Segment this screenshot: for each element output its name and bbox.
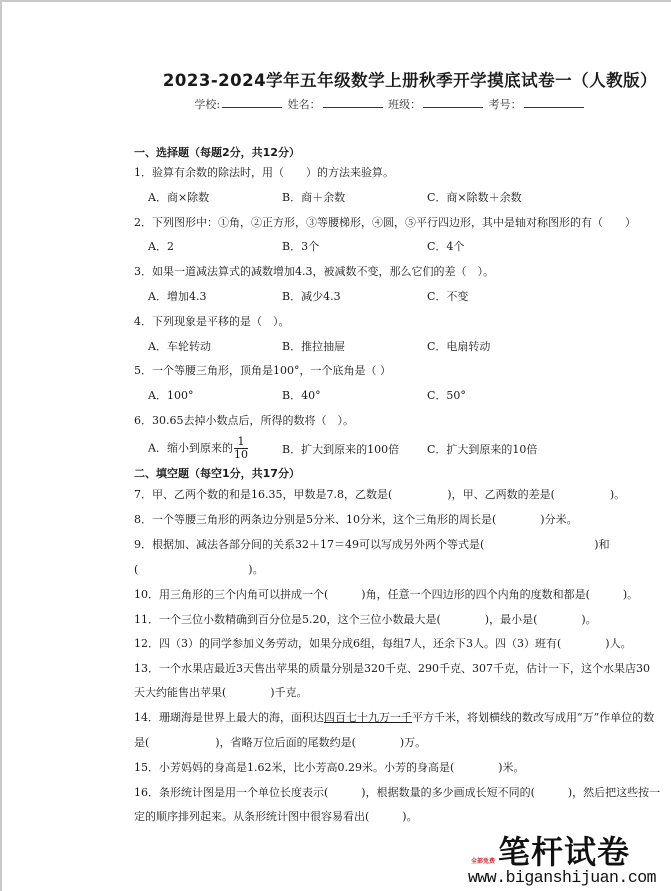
q1-option-b[interactable]: B．商＋余数	[282, 191, 346, 204]
section-heading-choice: 一、选择题（每题2分，共12分）	[134, 146, 300, 159]
q5-option-b[interactable]: B．40°	[282, 389, 321, 402]
exam-title: 2023-2024学年五年级数学上册秋季开学摸底试卷一（人教版）	[162, 71, 658, 90]
name-field[interactable]	[323, 97, 383, 108]
question-14-rest: 平方千米，将划横线的数改写成用“万”作单位的数	[412, 711, 655, 724]
question-11: 11．一个三位小数精确到百分位是5.20，这个三位小数最大是( )，最小是( )。	[134, 613, 597, 626]
q2-option-b[interactable]: B．3个	[282, 240, 320, 253]
question-15: 15．小芳妈妈的身高是1.62米，比小芳高0.29米。小芳的身高是( )米。	[134, 761, 525, 774]
section-heading-fill-in: 二、填空题（每空1分，共17分）	[134, 467, 300, 480]
q2-option-a[interactable]: A．2	[148, 240, 174, 253]
exam-number-field[interactable]	[524, 97, 584, 108]
question-16-continued: 定的顺序排列起来。从条形统计图中很容易看出( )。	[134, 810, 418, 823]
q4-option-a[interactable]: A．车轮转动	[148, 340, 211, 353]
class-label: 班级：	[388, 98, 422, 111]
question-6: 6．30.65去掉小数点后，所得的数将（ ）。	[134, 414, 354, 427]
question-12: 12．四（3）的同学参加义务劳动，如果分成6组，每组7人，还余下3人。四（3）班有( )人。	[134, 637, 632, 650]
question-16: 16．条形统计图是用一个单位长度表示( )，根据数量的多少画成长短不同的( )，然后把这些按一	[134, 786, 661, 799]
q1-option-a[interactable]: A．商×除数	[148, 191, 210, 204]
q2-option-c[interactable]: C．4个	[427, 240, 465, 253]
school-field[interactable]	[222, 97, 282, 108]
q6-option-b[interactable]: B．扩大到原来的100倍	[282, 443, 400, 456]
q3-option-c[interactable]: C．不变	[427, 290, 469, 303]
q6-option-a-label: A．缩小到原来的	[148, 441, 233, 455]
page-border-top	[0, 0, 671, 2]
watermark-name: 笔杆试卷	[498, 833, 631, 871]
question-7: 7．甲、乙两个数的和是16.35，甲数是7.8，乙数是( )，甲、乙两数的差是( )。	[134, 488, 626, 501]
q3-option-b[interactable]: B．减少4.3	[282, 290, 341, 303]
q3-option-a[interactable]: A．增加4.3	[148, 290, 207, 303]
fraction-numerator: 1	[234, 436, 248, 449]
question-13: 13．一个水果店最近3天售出苹果的质量分别是320千克、290千克、307千克，估计一下，这个水果店30	[134, 662, 650, 675]
q5-option-c[interactable]: C．50°	[427, 389, 466, 402]
question-8: 8．一个等腰三角形的两条边分别是5分米、10分米，这个三角形的周长是( )分米。	[134, 513, 578, 526]
question-1: 1．验算有余数的除法时，用（ ）的方法来验算。	[134, 166, 394, 179]
student-info-line	[140, 96, 640, 112]
school-label: 学校:	[194, 98, 221, 111]
question-14	[134, 711, 654, 725]
question-3: 3．如果一道减法算式的减数增加4.3，被减数不变，那么它们的差（ ）。	[134, 265, 494, 278]
question-14-continued: 是( )，省略万位后面的尾数约是( )万。	[134, 736, 427, 749]
q6-option-c[interactable]: C．扩大到原来的10倍	[427, 443, 538, 456]
q4-option-b[interactable]: B．推拉抽屉	[282, 340, 346, 353]
name-label: 姓名：	[287, 98, 321, 111]
question-14-lead: 14．珊瑚海是世界上最大的海，面积达	[134, 711, 324, 724]
fraction-one-tenth	[234, 436, 248, 461]
watermark-free-tag: 全部免费	[471, 858, 496, 865]
watermark-logo	[468, 833, 670, 891]
watermark-url: www.biganshijuan.com	[468, 868, 657, 887]
q6-option-a[interactable]	[148, 436, 248, 461]
question-5: 5．一个等腰三角形，顶角是100°，一个底角是（ ）	[134, 364, 391, 377]
question-10: 10．用三角形的三个内角可以拼成一个( )角，任意一个四边形的四个内角的度数和都是( )。	[134, 588, 639, 601]
question-14-underlined-number: 四百七十九万一千	[324, 711, 412, 724]
exam-number-label: 考号：	[488, 98, 522, 111]
q4-option-c[interactable]: C．电扇转动	[427, 340, 491, 353]
question-9: 9．根据加、减法各部分间的关系32＋17＝49可以写成另外两个等式是( )和	[134, 538, 610, 551]
question-9-continued: ( )。	[134, 563, 264, 576]
question-2: 2．下列图形中：①角，②正方形，③等腰梯形，④圆，⑤平行四边形，其中是轴对称图形的有（ ）	[134, 216, 636, 229]
question-13-continued: 天大约能售出苹果( )千克。	[134, 686, 308, 699]
q1-option-c[interactable]: C．商×除数＋余数	[427, 191, 522, 204]
question-4: 4．下列现象是平移的是（ ）。	[134, 315, 290, 328]
q5-option-a[interactable]: A．100°	[148, 389, 194, 402]
page-border-left	[0, 0, 2, 891]
fraction-denominator: 10	[233, 448, 248, 461]
class-field[interactable]	[423, 97, 483, 108]
